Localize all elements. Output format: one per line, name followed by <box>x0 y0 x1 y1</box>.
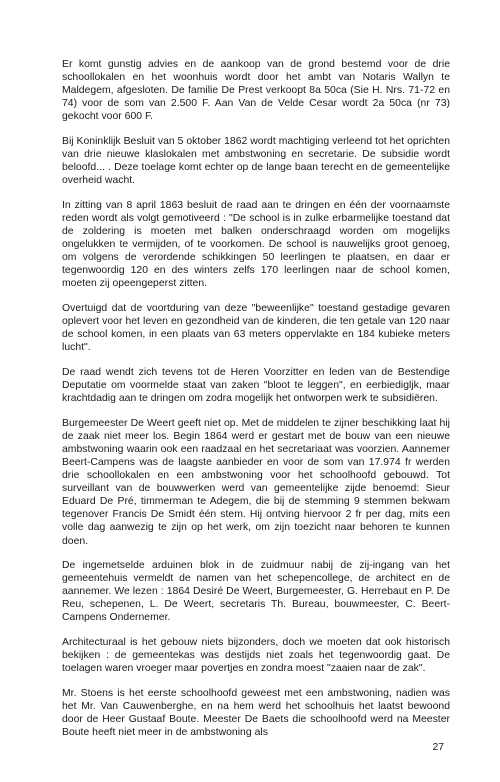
document-body <box>62 58 450 751</box>
paragraph-council-session: In zitting van 8 april 1863 besluit de raad aan te dringen en één der voornaamste reden wordt als volgt gemotiveerd : "De school is in zulke erbarmelijke toestand dat de zoldering is moeten met balken onderschraagd worden om mogelijks ongelukken te vermijden, of te voorkomen. De school is nauwelijks groot genoeg, om volgens de verordende schikkingen 50 leerlingen te plaatsen, en daar er tegenwoordig 120 en des winters zelfs 170 leerlingen naar de school komen, moeten zij opeengeperst zitten. <box>62 199 450 290</box>
page-number: 27 <box>432 742 444 753</box>
paragraph-deputation-request: De raad wendt zich tevens tot de Heren Voorzitter en leden van de Bestendige Deputatie om voormelde staat van zaken "bloot te leggen", en eerbiedigljk, maar krachtdadig aan te dringen om zodra mogelijk het ontworpen werk te subsidiëren. <box>62 366 450 405</box>
paragraph-construction: Burgemeester De Weert geeft niet op. Met de middelen te zijner beschikking laat hij de zaak niet meer los. Begin 1864 werd er gestart met de bouw van een nieuwe ambstwoning waarin ook een raadzaal en het secretariaat was voorzien. Aannemer Beert-Campens was de laagste aanbieder en voor de som van 17.974 fr werden drie schoollokalen en een ambstwoning voor het schoolhoofd gebouwd. Tot surveillant van de bouwwerken werd van gemeentelijke zijde benoemd: Sieur Eduard De Pré, timmerman te Adegem, die bij de stemming 9 stemmen bekwam tegenover Francis De Smidt één stem. Hij ontving hiervoor 2 fr per dag, mits een volle dag aanwezig te zijn op het werk, om zijn toezicht naar behoren te kunnen doen. <box>62 417 450 547</box>
paragraph-headmasters: Mr. Stoens is het eerste schoolhoofd geweest met een ambstwoning, nadien was het Mr. Van Cauwenberghe, en na hem werd het schoolhuis het laatst bewoond door de Heer Gustaaf Boute. Meester De Baets die schoolhoofd werd na Meester Boute heeft niet meer in de ambstwoning als <box>62 687 450 739</box>
paragraph-royal-decree: Bij Koninklijk Besluit van 5 oktober 1862 wordt machtiging verleend tot het oprichten van drie nieuwe klaslokalen met ambstwoning en secretarie. De subsidie wordt beloofd... . Deze toelage komt echter op de lange baan terecht en de gemeentelijke overheid wacht. <box>62 135 450 187</box>
paragraph-stone-inscription: De ingemetselde arduinen blok in de zuidmuur nabij de zij-ingang van het gemeentehuis vermeldt de namen van het schepencollege, de architect en de aannemer. We lezen : 1864 Desiré De Weert, Burgemeester, G. Herrebaut en P. De Reu, schepenen, L. De Weert, secretaris Th. Bureau, bouwmeester, C. Beert-Campens Ondernemer. <box>62 560 450 624</box>
paragraph-architecture: Architecturaal is het gebouw niets bijzonders, doch we moeten dat ook historisch bekijken : de gemeentekas was destijds niet zoals het tegenwoordig gaat. De toelagen waren vroeger maar povertjes en zondra moest "zaaien naar de zak". <box>62 637 450 675</box>
paragraph-dangerous-conditions: Overtuigd dat de voortduring van deze "beweenlijke" toestand gestadige gevaren oplevert voor het leven en gezondheid van de kinderen, die ten getale van 120 naar de school komen, in een plaats van 63 meters oppervlakte en 184 kubieke meters lucht". <box>62 303 450 354</box>
paragraph-land-purchase: Er komt gunstig advies en de aankoop van de grond bestemd voor de drie schoollokalen en het woonhuis wordt door het ambt van Notaris Wallyn te Maldegem, afgesloten. De familie De Prest verkoopt 8a 50ca (Sie H. Nrs. 71-72 en 74) voor de som van 2.500 F. Aan Van de Velde Cesar wordt 2a 50ca (nr 73) gekocht voor 600 F. <box>62 59 450 123</box>
